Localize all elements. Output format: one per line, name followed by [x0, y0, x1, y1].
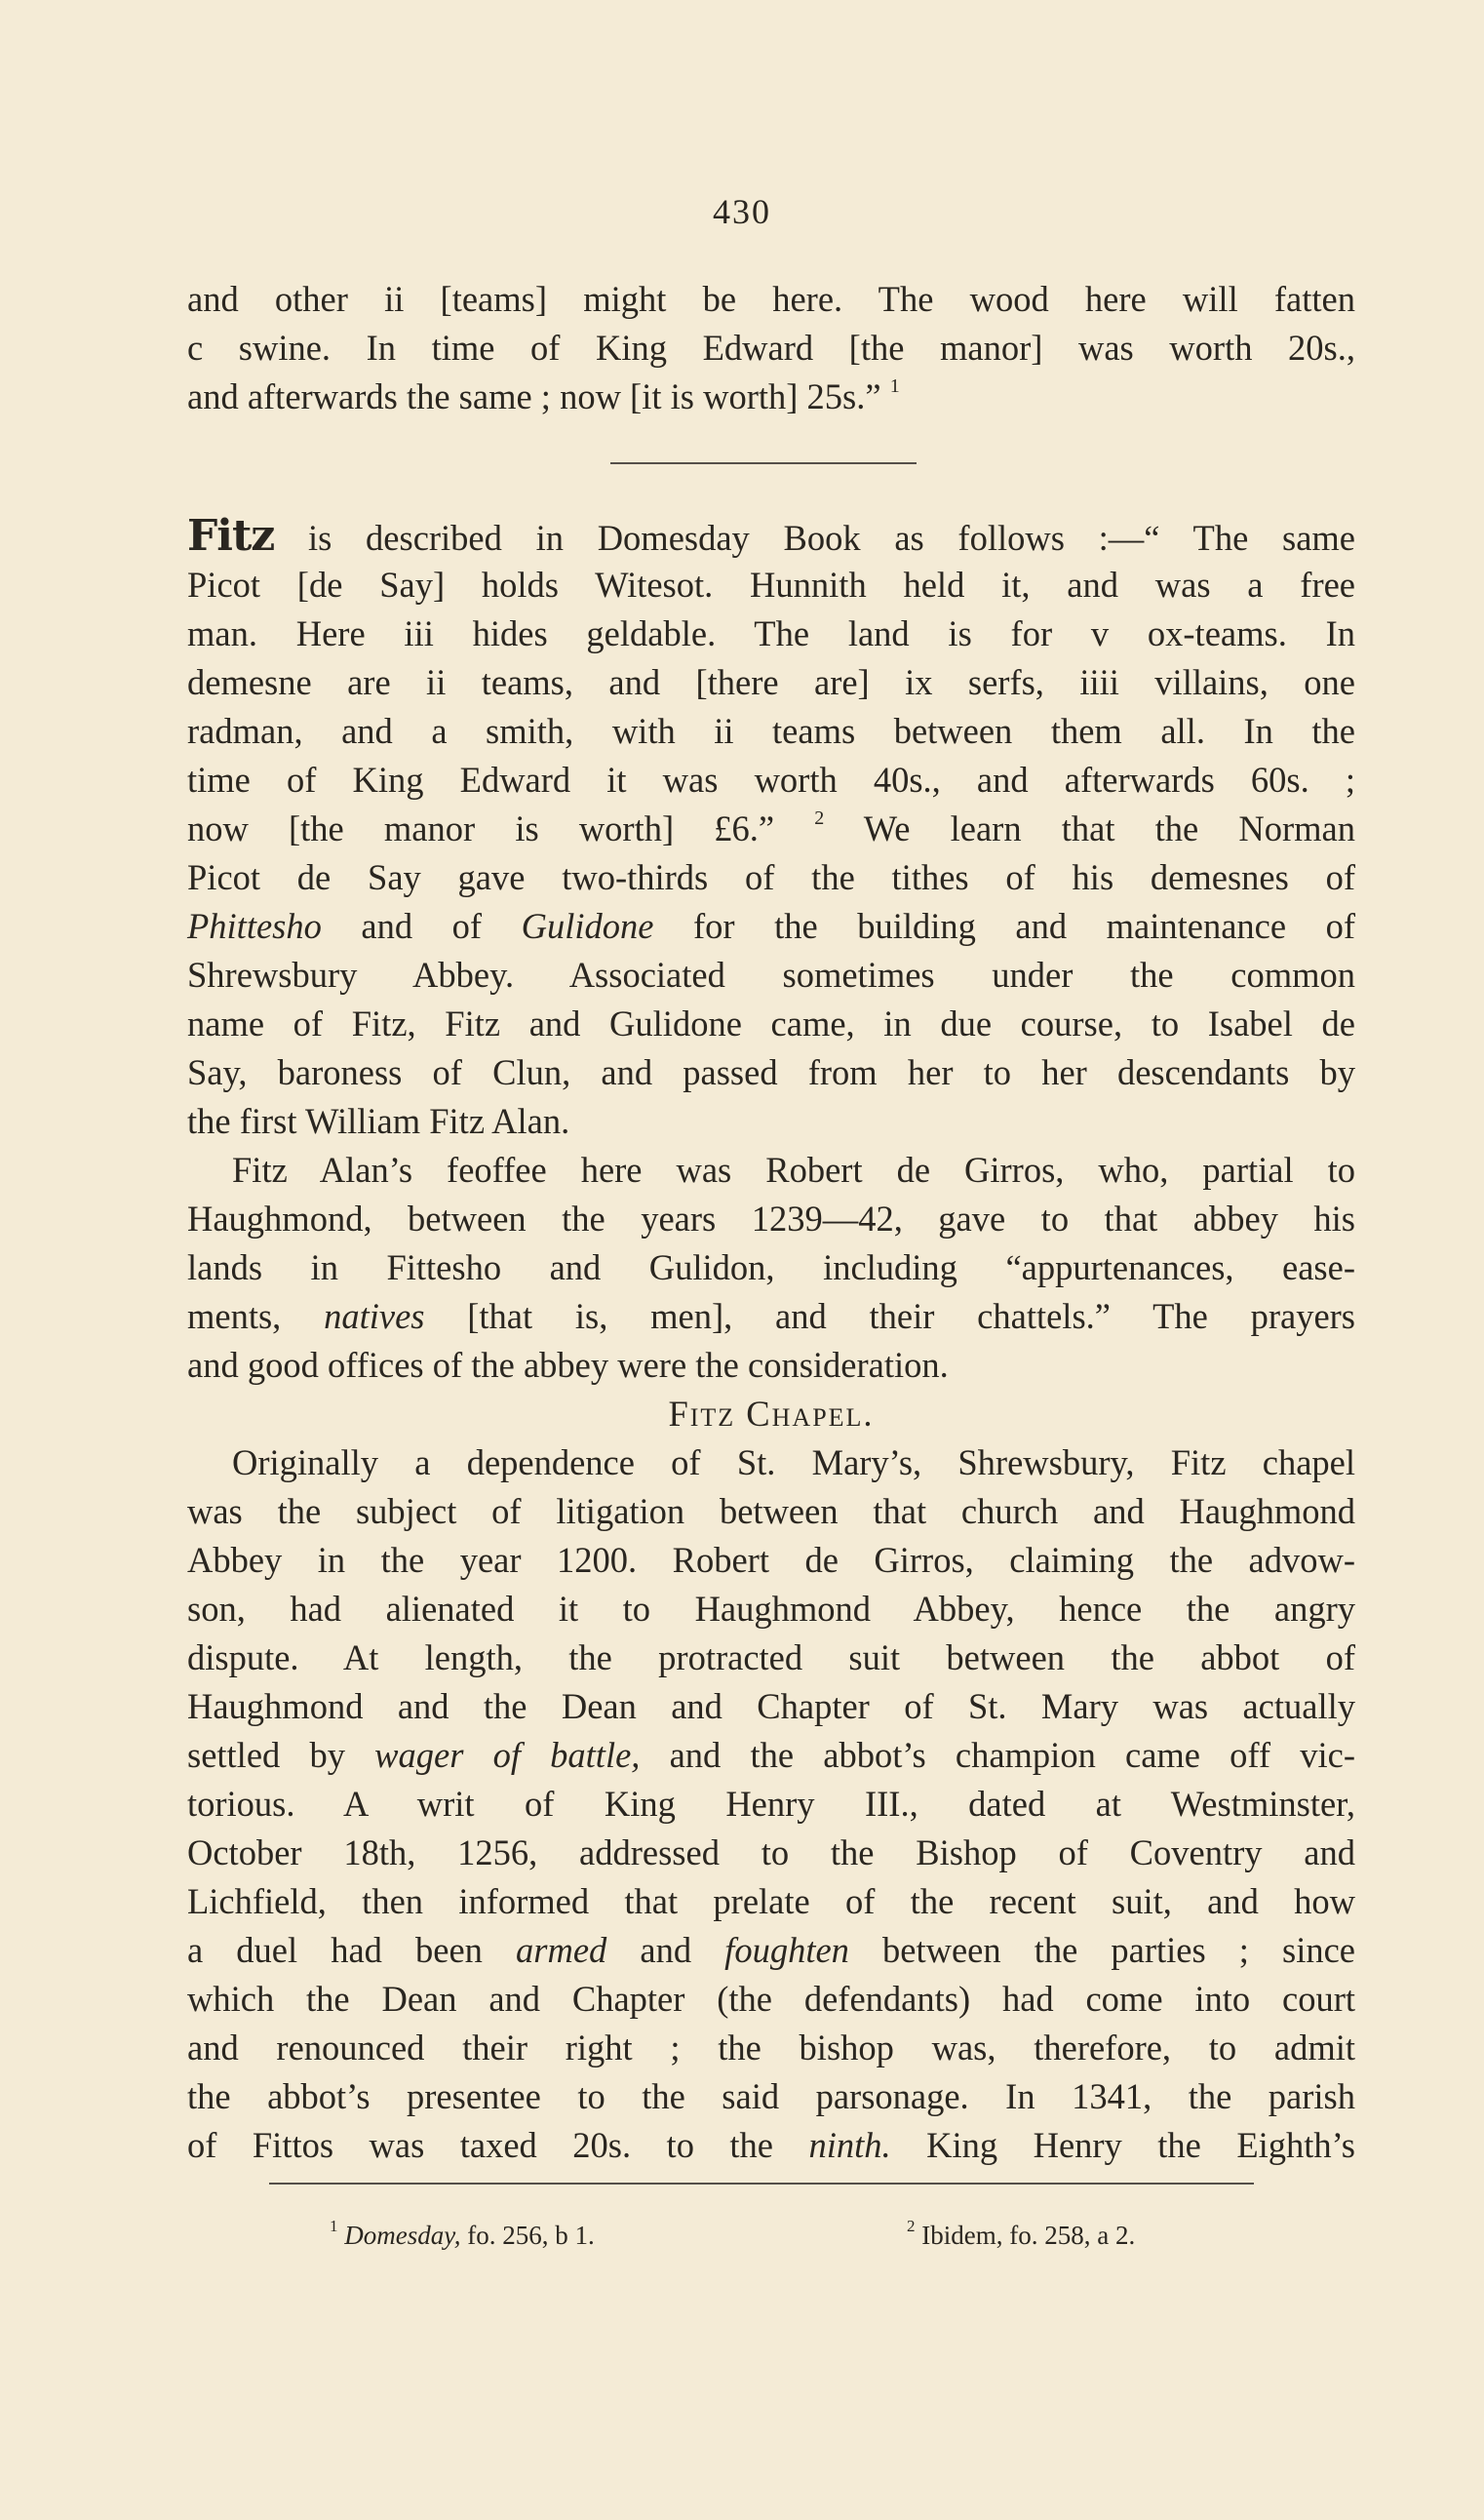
section-divider — [610, 462, 917, 464]
text-line: torious. A writ of King Henry III., dated at Westminster, — [187, 1784, 1355, 1824]
text-line: and renounced their right ; the bishop was, therefore, to admit — [187, 2028, 1355, 2067]
text-line: and other ii [teams] might be here. The wood here will fatten — [187, 279, 1355, 319]
text-line: the first William Fitz Alan. — [187, 1101, 570, 1141]
text-line: the abbot’s presentee to the said parsonage. In 1341, the parish — [187, 2076, 1355, 2116]
text-line: ments, natives [that is, men], and their chattels.” The prayers — [187, 1296, 1356, 1336]
text-line: son, had alienated it to Haughmond Abbey, hence the angry — [187, 1589, 1355, 1629]
text-line: time of King Edward it was worth 40s., and afterwards 60s. ; — [187, 760, 1355, 800]
text-line: Fitz Alan’s feoffee here was Robert de Girros, who, partial to — [232, 1150, 1355, 1190]
text-line: Picot de Say gave two-thirds of the tithes of his demesnes of — [187, 857, 1355, 897]
footnote-ref-1: 1 — [889, 374, 900, 397]
text-line: dispute. At length, the protracted suit between the abbot of — [187, 1637, 1355, 1677]
text-line: and afterwards the same ; now [it is worth] 25s.” $^1$ — [187, 374, 900, 416]
text-line: c swine. In time of King Edward [the manor] was worth 20s., — [187, 328, 1355, 368]
section-heading: Fitz Chapel. — [668, 1394, 875, 1434]
text-line: Phittesho and of Gulidone for the building and maintenance of — [187, 906, 1355, 946]
text-line: name of Fitz, Fitz and Gulidone came, in due course, to Isabel de — [187, 1004, 1355, 1043]
text-line: Abbey in the year 1200. Robert de Girros, claiming the advow- — [187, 1540, 1355, 1580]
text-line: Originally a dependence of St. Mary’s, Shrewsbury, Fitz chapel — [232, 1442, 1355, 1482]
text-line: October 18th, 1256, addressed to the Bishop of Coventry and — [187, 1832, 1355, 1872]
text-line: settled by wager of battle, and the abbot’s champion came off vic- — [187, 1735, 1356, 1775]
drop-cap: Fitz — [187, 511, 275, 561]
text-line: of Fittos was taxed 20s. to the ninth. King Henry the Eighth’s — [187, 2125, 1356, 2165]
text-line: Fitz is described in Domesday Book as follows :—“ The same — [187, 511, 1355, 561]
text-line: now [the manor is worth] £6.” $^2$ We learn that the Norman — [187, 807, 1355, 848]
text-line: Lichfield, then informed that prelate of the recent suit, and how — [187, 1881, 1355, 1921]
fitz-paragraph — [187, 512, 1355, 2170]
text-line: Haughmond, between the years 1239—42, gave to that abbey his — [187, 1199, 1355, 1239]
text-line: radman, and a smith, with ii teams between them all. In the — [187, 711, 1355, 751]
text-line: demesne are ii teams, and [there are] ix serfs, iiii villains, one — [187, 662, 1355, 702]
top-paragraph — [187, 275, 1355, 421]
text-line: Say, baroness of Clun, and passed from her to her descendants by — [187, 1052, 1355, 1092]
page-number: 430 — [713, 192, 771, 231]
text-line: Haughmond and the Dean and Chapter of St. Mary was actually — [187, 1686, 1355, 1726]
text-line: lands in Fittesho and Gulidon, including “appurtenances, ease- — [187, 1247, 1355, 1287]
text-line: man. Here iii hides geldable. The land is for v ox-teams. In — [187, 613, 1355, 653]
footnotes — [330, 2216, 1305, 2255]
text-line: Shrewsbury Abbey. Associated sometimes under the common — [187, 955, 1355, 995]
footnote-1: $^1$ Domesday, fo. 256, b 1. — [330, 2217, 595, 2250]
text-line: which the Dean and Chapter (the defendants) had come into court — [187, 1979, 1355, 2019]
text-line: a duel had been armed and foughten between the parties ; since — [187, 1930, 1355, 1970]
footnote-ref-2: 2 — [814, 807, 825, 829]
footnote-2: $^2$ Ibidem, fo. 258, a 2. — [907, 2217, 1136, 2250]
text-line: Picot [de Say] holds Witesot. Hunnith held it, and was a free — [187, 565, 1355, 605]
footnote-divider — [269, 2183, 1254, 2185]
text-line: and good offices of the abbey were the consideration. — [187, 1345, 949, 1385]
text-line: was the subject of litigation between that church and Haughmond — [187, 1491, 1355, 1531]
